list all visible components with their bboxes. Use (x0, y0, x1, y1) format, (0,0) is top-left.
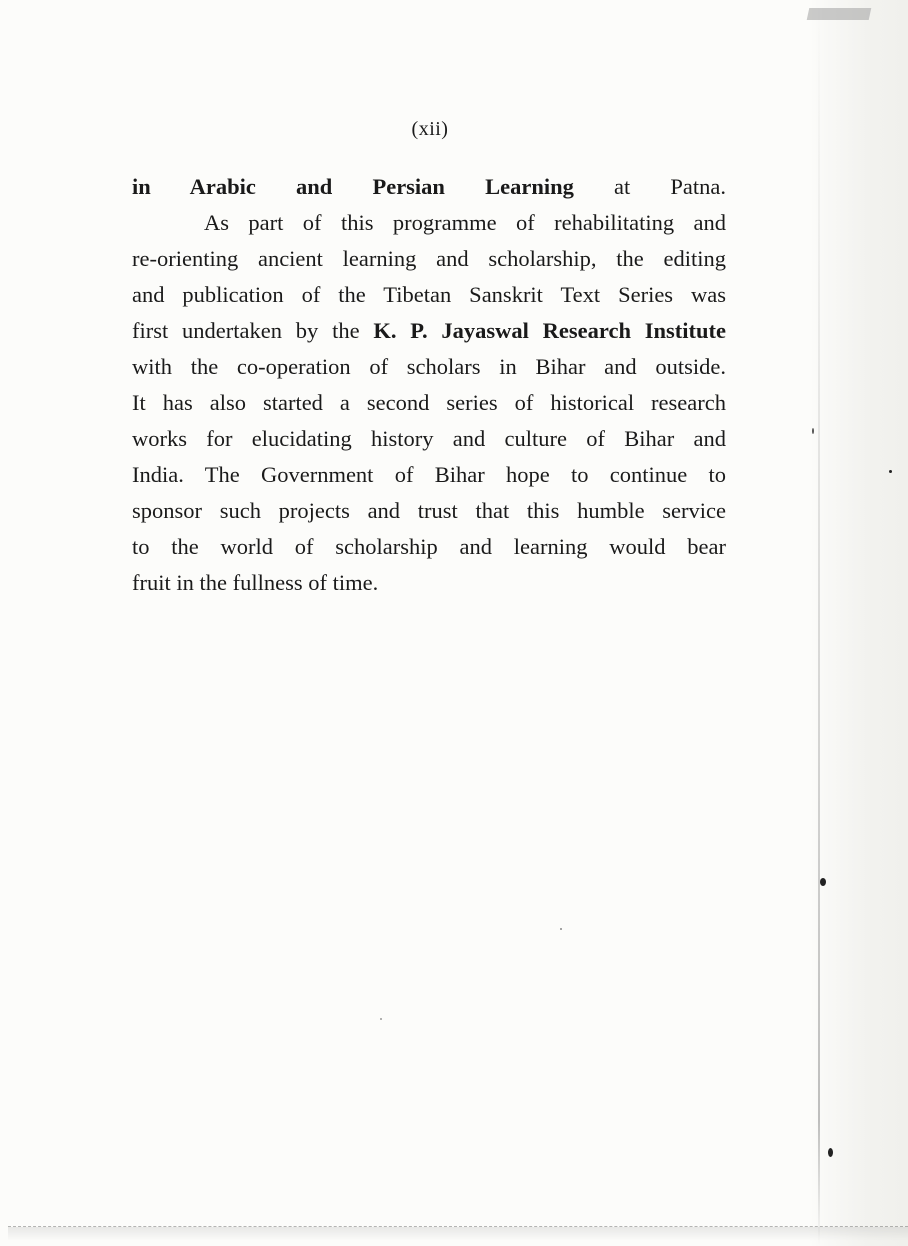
text-line-5 (132, 316, 726, 346)
bold-phrase-arabic-persian: in Arabic and Persian Learning (132, 174, 574, 199)
text-line-8: works for elucidating history and culture of Bihar and (132, 426, 726, 451)
scan-corner-mark (807, 8, 872, 20)
scan-speck (380, 1018, 382, 1020)
text-line-1 (132, 172, 726, 202)
text-line-10: sponsor such projects and trust that this humble service (132, 498, 726, 523)
text-fragment: at Patna. (573, 174, 726, 199)
text-line-12: fruit in the fullness of time. (132, 570, 379, 595)
scan-speck (820, 878, 826, 886)
page-number: (xii) (411, 118, 449, 140)
scan-speck (812, 428, 814, 434)
text-fragment: first undertaken by the (132, 318, 374, 343)
text-line-2: As part of this programme of rehabilitating and (204, 210, 726, 235)
scan-edge-line (818, 0, 820, 1246)
text-line-4: and publication of the Tibetan Sanskrit Text Series was (132, 282, 726, 307)
scan-bottom-edge (8, 1226, 908, 1241)
text-line-7: It has also started a second series of historical research (132, 390, 726, 415)
scan-speck (828, 1148, 833, 1157)
text-line-3: re-orienting ancient learning and scholarship, the editing (132, 246, 726, 271)
text-line-11: to the world of scholarship and learning would bear (132, 534, 726, 559)
scan-edge-shadow (808, 0, 908, 1246)
scan-speck (560, 928, 562, 930)
text-line-6: with the co-operation of scholars in Bihar and outside. (132, 354, 726, 379)
text-line-9: India. The Government of Bihar hope to continue to (132, 462, 726, 487)
bold-phrase-institute: K. P. Jayaswal Research Institute (373, 318, 726, 343)
scan-speck (889, 470, 892, 473)
